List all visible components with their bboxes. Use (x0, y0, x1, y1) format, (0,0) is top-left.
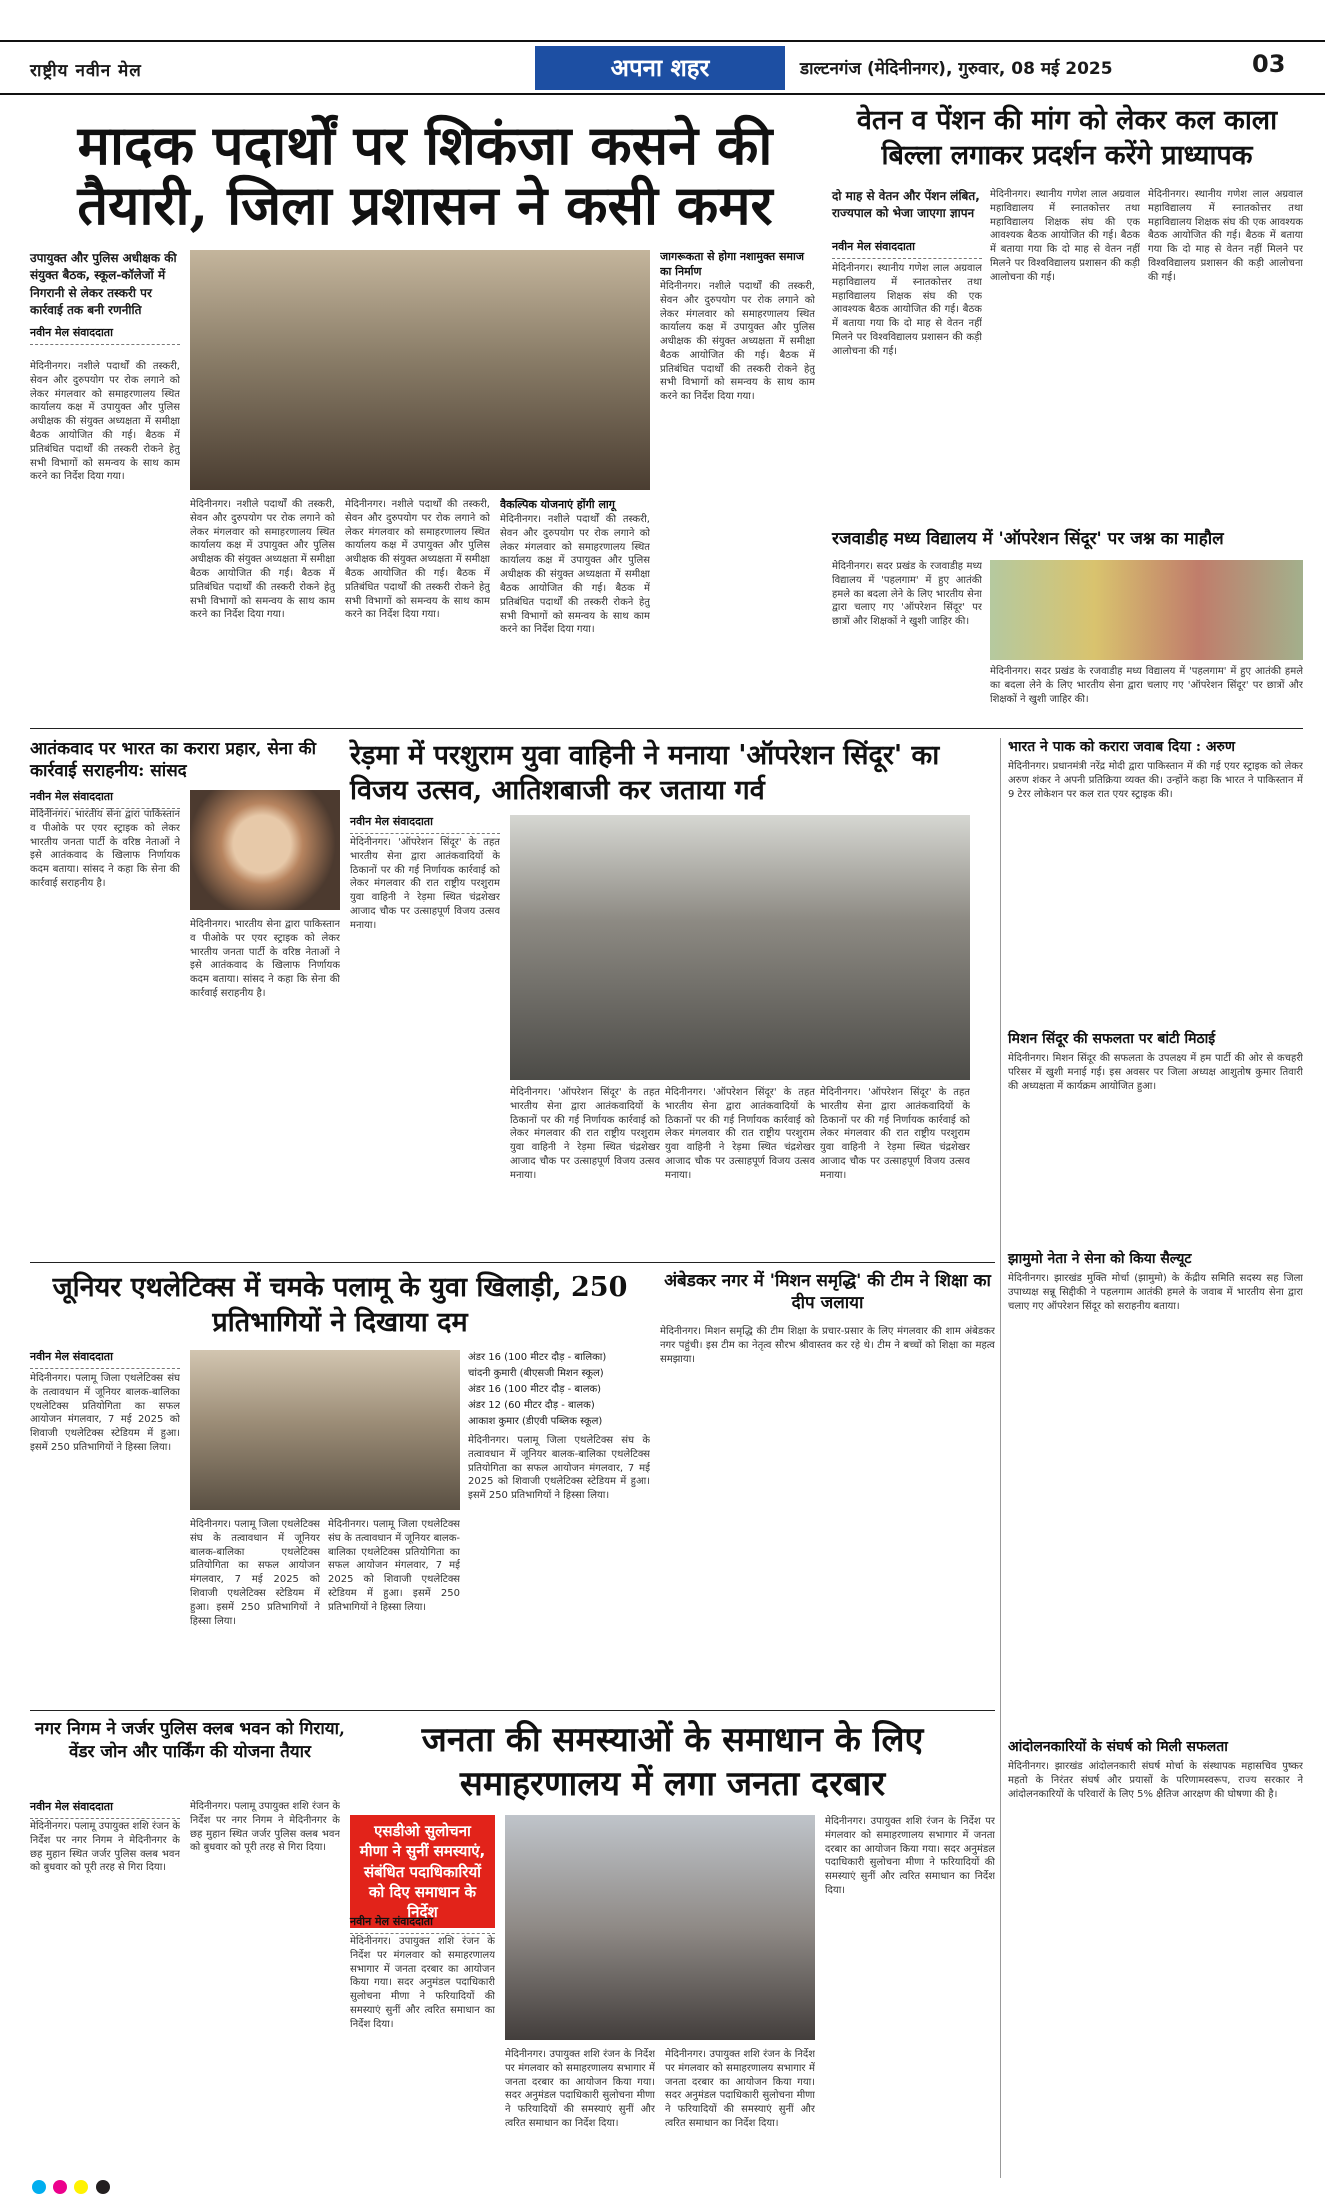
rajwadih-headline: रजवाडीह मध्य विद्यालय में 'ऑपरेशन सिंदूर' पर जश्न का माहौल (832, 529, 1224, 549)
result-item: अंडर 16 (100 मीटर दौड़ - बालक) (468, 1384, 602, 1395)
janata-byline: नवीन मेल संवाददाता (350, 1915, 495, 1934)
pension-deck: दो माह से वेतन और पेंशन लंबित, राज्यपाल को भेजा जाएगा ज्ञापन (832, 189, 980, 221)
result-item: चांदनी कुमारी (बीएसजी मिशन स्कूल) (468, 1368, 604, 1379)
mp-headline: आतंकवाद पर भारत का करारा प्रहार, सेना की कार्रवाई सराहनीय: सांसद (30, 739, 317, 782)
nagar-body-col1: मेदिनीनगर। पलामू उपायुक्त शशि रंजन के निर्देश पर नगर निगम ने मेदिनीनगर के छह मुहान स्थित जर्जर पुलिस क्लब भवन को बुधवार को पूरी तरह से गिरा दिया। (30, 1821, 180, 1874)
mp-photo-portrait (190, 790, 340, 910)
athletics-results (468, 1350, 650, 1702)
andolan-headline: आंदोलनकारियों के संघर्ष को मिली सफलता (1008, 1739, 1228, 1755)
lead-body-col4: मेदिनीनगर। नशीले पदार्थों की तस्करी, सेवन और दुरुपयोग पर रोक लगाने को लेकर मंगलवार को समाहरणालय स्थित कार्यालय कक्ष में उपायुक्त और पुलिस अधीक्षक की संयुक्त अध्यक्षता में समीक्षा बैठक आयोजित की गई। बैठक में प्रतिबंधित पदार्थों की तस्करी रोकने हेतु सभी विभागों को समन्वय के साथ काम करने का निर्देश दिया गया। (500, 513, 650, 636)
lead-deck-text: उपायुक्त और पुलिस अधीक्षक की संयुक्त बैठक, स्कूल-कॉलेजों में निगरानी से लेकर तस्करी पर कार्रवाई तक बनी रणनीति (30, 251, 177, 318)
pension-body-col3: मेदिनीनगर। स्थानीय गणेश लाल अग्रवाल महाविद्यालय में स्नातकोत्तर तथा महाविद्यालय शिक्षक संघ की एक आवश्यक बैठक आयोजित की गई। बैठक में बताया गया कि दो माह से वेतन नहीं मिलने पर विश्वविद्यालय प्रशासन की कड़ी आलोचना की गई। (1148, 189, 1303, 283)
lead-subhead-1: जागरूकता से होगा नशामुक्त समाज का निर्माण (660, 250, 805, 278)
pension-body-col1: मेदिनीनगर। स्थानीय गणेश लाल अग्रवाल महाविद्यालय में स्नातकोत्तर तथा महाविद्यालय शिक्षक संघ की एक आवश्यक बैठक आयोजित की गई। बैठक में बताया गया कि दो माह से वेतन नहीं मिलने पर विश्वविद्यालय प्रशासन की कड़ी आलोचना की गई। (832, 263, 982, 357)
mp-body-col2: मेदिनीनगर। भारतीय सेना द्वारा पाकिस्तान व पीओके पर एयर स्ट्राइक को लेकर भारतीय जनता पार्टी के वरिष्ठ नेताओं ने इसे आतंकवाद के खिलाफ निर्णायक कदम बताया। सांसद ने कहा कि सेना की कार्रवाई सराहनीय है। (190, 919, 340, 999)
ambedkar-headline: अंबेडकर नगर में 'मिशन समृद्धि' की टीम ने शिक्षा का दीप जलाया (664, 1271, 991, 1314)
nagar-headline: नगर निगम ने जर्जर पुलिस क्लब भवन को गिराया, वेंडर जोन और पार्किंग की योजना तैयार (35, 1719, 345, 1762)
mp-body-col1: मेदिनीनगर। भारतीय सेना द्वारा पाकिस्तान व पीओके पर एयर स्ट्राइक को लेकर भारतीय जनता पार्टी के वरिष्ठ नेताओं ने इसे आतंकवाद के खिलाफ निर्णायक कदम बताया। सांसद ने कहा कि सेना की कार्रवाई सराहनीय है। (30, 809, 180, 889)
athletics-headline: जूनियर एथलेटिक्स में चमके पलामू के युवा खिलाड़ी, 250 प्रतिभागियों ने दिखाया दम (52, 1272, 628, 1339)
right-column-rule (1000, 738, 1001, 2178)
dateline: डाल्टनगंज (मेदिनीनगर), गुरुवार, 08 मई 2025 (800, 59, 1113, 79)
rajwadih-photo-students (990, 560, 1303, 660)
divider-top (30, 728, 1303, 729)
jmm-body: मेदिनीनगर। झारखंड मुक्ति मोर्चा (झामुमो) के केंद्रीय समिति सदस्य सह जिला उपाध्यक्ष सन्नू सिद्दीकी ने पहलगाम आतंकी हमले के जवाब में भारतीय सेना द्वारा चलाए गए ऑपरेशन सिंदूर को सराहनीय बताया। (1008, 1273, 1303, 1312)
athletics-results-body: मेदिनीनगर। पलामू जिला एथलेटिक्स संघ के तत्वावधान में जूनियर बालक-बालिका एथलेटिक्स प्रतियोगिता का सफल आयोजन मंगलवार, 7 मई 2025 को शिवाजी एथलेटिक्स स्टेडियम में हुआ। इसमें 250 प्रतिभागियों ने हिस्सा लिया। (468, 1435, 650, 1502)
janata-body-col1: मेदिनीनगर। उपायुक्त शशि रंजन के निर्देश पर मंगलवार को समाहरणालय सभागार में जनता दरबार का आयोजन किया गया। सदर अनुमंडल पदाधिकारी सुलोचना मीणा ने फरियादियों की समस्याएं सुनीं और त्वरित समाधान का निर्देश दिया। (350, 1936, 495, 2030)
redma-byline: नवीन मेल संवाददाता (350, 815, 500, 834)
redma-body-col4: मेदिनीनगर। 'ऑपरेशन सिंदूर' के तहत भारतीय सेना द्वारा आतंकवादियों के ठिकानों पर की गई निर्णायक कार्रवाई को लेकर मंगलवार की रात राष्ट्रीय परशुराम युवा वाहिनी ने रेड़मा स्थित चंद्रशेखर आजाद चौक पर उत्साहपूर्ण विजय उत्सव मनाया। (820, 1087, 970, 1181)
janata-headline: जनता की समस्याओं के समाधान के लिए समाहरणालय में लगा जनता दरबार (421, 1720, 924, 1805)
lead-subhead-3: वैकल्पिक योजनाएं होंगी लागू (500, 498, 615, 511)
nagar-body-col2: मेदिनीनगर। पलामू उपायुक्त शशि रंजन के निर्देश पर नगर निगम ने मेदिनीनगर के छह मुहान स्थित जर्जर पुलिस क्लब भवन को बुधवार को पूरी तरह से गिरा दिया। (190, 1801, 340, 1854)
pak-headline: भारत ने पाक को करारा जवाब दिया : अरुण (1008, 739, 1236, 755)
andolan-body: मेदिनीनगर। झारखंड आंदोलनकारी संघर्ष मोर्चा के संस्थापक महासचिव पुष्कर महतो के निरंतर संघर्ष और प्रयासों के परिणामस्वरूप, राज्य सरकार ने आंदोलनकारियों के परिवारों के लिए 5% क्षैतिज आरक्षण की घोषणा की है। (1008, 1761, 1303, 1800)
mission-headline: मिशन सिंदूर की सफलता पर बांटी मिठाई (1008, 1031, 1216, 1047)
redma-body-col2: मेदिनीनगर। 'ऑपरेशन सिंदूर' के तहत भारतीय सेना द्वारा आतंकवादियों के ठिकानों पर की गई निर्णायक कार्रवाई को लेकर मंगलवार की रात राष्ट्रीय परशुराम युवा वाहिनी ने रेड़मा स्थित चंद्रशेखर आजाद चौक पर उत्साहपूर्ण विजय उत्सव मनाया। (510, 1087, 660, 1181)
redma-photo-celebration (510, 815, 970, 1080)
divider-lower (30, 1710, 995, 1711)
ambedkar-body: मेदिनीनगर। मिशन समृद्धि की टीम शिक्षा के प्रचार-प्रसार के लिए मंगलवार की शाम अंबेडकर नगर पहुंची। इस टीम का नेतृत्व सौरभ श्रीवास्तव कर रहे थे। टीम ने बच्चों को शिक्षा का महत्व समझाया। (660, 1326, 995, 1365)
magenta-chip (53, 2180, 67, 2194)
athletics-body-col3: मेदिनीनगर। पलामू जिला एथलेटिक्स संघ के तत्वावधान में जूनियर बालक-बालिका एथलेटिक्स प्रतियोगिता का सफल आयोजन मंगलवार, 7 मई 2025 को शिवाजी एथलेटिक्स स्टेडियम में हुआ। इसमें 250 प्रतिभागियों ने हिस्सा लिया। (328, 1519, 460, 1613)
page-number: 03 (1252, 50, 1286, 78)
lead-body-col3: मेदिनीनगर। नशीले पदार्थों की तस्करी, सेवन और दुरुपयोग पर रोक लगाने को लेकर मंगलवार को समाहरणालय स्थित कार्यालय कक्ष में उपायुक्त और पुलिस अधीक्षक की संयुक्त अध्यक्षता में समीक्षा बैठक आयोजित की गई। बैठक में प्रतिबंधित पदार्थों की तस्करी रोकने हेतु सभी विभागों को समन्वय के साथ काम करने का निर्देश दिया गया। (345, 499, 490, 621)
lead-col5 (660, 250, 815, 715)
redma-headline: रेड़मा में परशुराम युवा वाहिनी ने मनाया 'ऑपरेशन सिंदूर' का विजय उत्सव, आतिशबाजी कर जताया गर्व (350, 740, 940, 807)
janata-body-col3: मेदिनीनगर। उपायुक्त शशि रंजन के निर्देश पर मंगलवार को समाहरणालय सभागार में जनता दरबार का आयोजन किया गया। सदर अनुमंडल पदाधिकारी सुलोचना मीणा ने फरियादियों की समस्याएं सुनीं और त्वरित समाधान का निर्देश दिया। (665, 2049, 815, 2129)
janata-redbox: एसडीओ सुलोचना मीणा ने सुनीं समस्याएं, संबंधित पदाधिकारियों को दिए समाधान के निर्देश (350, 1815, 495, 1928)
newspaper-logo: राष्ट्रीय नवीन मेल (30, 61, 142, 81)
redma-body-col1: मेदिनीनगर। 'ऑपरेशन सिंदूर' के तहत भारतीय सेना द्वारा आतंकवादियों के ठिकानों पर की गई निर्णायक कार्रवाई को लेकर मंगलवार की रात राष्ट्रीय परशुराम युवा वाहिनी ने रेड़मा स्थित चंद्रशेखर आजाद चौक पर उत्साहपूर्ण विजय उत्सव मनाया। (350, 837, 500, 931)
result-item: अंडर 16 (100 मीटर दौड़ - बालिका) (468, 1352, 607, 1363)
result-item: अंडर 12 (60 मीटर दौड़ - बालक) (468, 1400, 595, 1411)
athletics-body-col2: मेदिनीनगर। पलामू जिला एथलेटिक्स संघ के तत्वावधान में जूनियर बालक-बालिका एथलेटिक्स प्रतियोगिता का सफल आयोजन मंगलवार, 7 मई 2025 को शिवाजी एथलेटिक्स स्टेडियम में हुआ। इसमें 250 प्रतिभागियों ने हिस्सा लिया। (190, 1519, 320, 1627)
janata-body-col2: मेदिनीनगर। उपायुक्त शशि रंजन के निर्देश पर मंगलवार को समाहरणालय सभागार में जनता दरबार का आयोजन किया गया। सदर अनुमंडल पदाधिकारी सुलोचना मीणा ने फरियादियों की समस्याएं सुनीं और त्वरित समाधान का निर्देश दिया। (505, 2049, 655, 2129)
lead-col4 (500, 498, 650, 715)
janata-photo-hall (505, 1815, 815, 2040)
athletics-photo-winners (190, 1350, 460, 1510)
janata-body-col4: मेदिनीनगर। उपायुक्त शशि रंजन के निर्देश पर मंगलवार को समाहरणालय सभागार में जनता दरबार का आयोजन किया गया। सदर अनुमंडल पदाधिकारी सुलोचना मीणा ने फरियादियों की समस्याएं सुनीं और त्वरित समाधान का निर्देश दिया। (825, 1816, 995, 1896)
black-chip (96, 2180, 110, 2194)
footer-registration-chips (30, 2180, 1295, 2198)
lead-body-col2: मेदिनीनगर। नशीले पदार्थों की तस्करी, सेवन और दुरुपयोग पर रोक लगाने को लेकर मंगलवार को समाहरणालय स्थित कार्यालय कक्ष में उपायुक्त और पुलिस अधीक्षक की संयुक्त अध्यक्षता में समीक्षा बैठक आयोजित की गई। बैठक में प्रतिबंधित पदार्थों की तस्करी रोकने हेतु सभी विभागों को समन्वय के साथ काम करने का निर्देश दिया गया। (190, 499, 335, 621)
lead-byline: नवीन मेल संवाददाता (30, 326, 180, 345)
mp-byline: नवीन मेल संवाददाता (30, 790, 180, 809)
pension-byline: नवीन मेल संवाददाता (832, 240, 982, 259)
jmm-headline: झामुमो नेता ने सेना को किया सैल्यूट (1008, 1251, 1192, 1267)
cyan-chip (32, 2180, 46, 2194)
lead-body-col1: मेदिनीनगर। नशीले पदार्थों की तस्करी, सेवन और दुरुपयोग पर रोक लगाने को लेकर मंगलवार को समाहरणालय स्थित कार्यालय कक्ष में उपायुक्त और पुलिस अधीक्षक की संयुक्त अध्यक्षता में समीक्षा बैठक आयोजित की गई। बैठक में प्रतिबंधित पदार्थों की तस्करी रोकने हेतु सभी विभागों को समन्वय के साथ काम करने का निर्देश दिया गया। (30, 361, 180, 483)
lead-headline: मादक पदार्थों पर शिकंजा कसने की तैयारी, जिला प्रशासन ने कसी कमर (77, 113, 773, 238)
redma-body-col3: मेदिनीनगर। 'ऑपरेशन सिंदूर' के तहत भारतीय सेना द्वारा आतंकवादियों के ठिकानों पर की गई निर्णायक कार्रवाई को लेकर मंगलवार की रात राष्ट्रीय परशुराम युवा वाहिनी ने रेड़मा स्थित चंद्रशेखर आजाद चौक पर उत्साहपूर्ण विजय उत्सव मनाया। (665, 1087, 815, 1181)
nagar-byline: नवीन मेल संवाददाता (30, 1800, 180, 1819)
section-label: अपना शहर (535, 46, 785, 90)
rajwadih-body-col1: मेदिनीनगर। सदर प्रखंड के रजवाडीह मध्य विद्यालय में 'पहलगाम' में हुए आतंकी हमले का बदला लेने के लिए भारतीय सेना द्वारा चलाए गए 'ऑपरेशन सिंदूर' पर छात्रों और शिक्षकों ने खुशी जाहिर की। (832, 561, 982, 628)
divider-mid (30, 1262, 995, 1263)
rajwadih-body-col2: मेदिनीनगर। सदर प्रखंड के रजवाडीह मध्य विद्यालय में 'पहलगाम' में हुए आतंकी हमले का बदला लेने के लिए भारतीय सेना द्वारा चलाए गए 'ऑपरेशन सिंदूर' पर छात्रों और शिक्षकों ने खुशी जाहिर की। (990, 666, 1303, 705)
mission-body: मेदिनीनगर। मिशन सिंदूर की सफलता के उपलक्ष्य में हम पार्टी की ओर से कचहरी परिसर में खुशी मनाई गई। इस अवसर पर जिला अध्यक्ष आशुतोष कुमार तिवारी की अध्यक्षता में कार्यक्रम आयोजित हुआ। (1008, 1053, 1303, 1092)
lead-body-col5: मेदिनीनगर। नशीले पदार्थों की तस्करी, सेवन और दुरुपयोग पर रोक लगाने को लेकर मंगलवार को समाहरणालय स्थित कार्यालय कक्ष में उपायुक्त और पुलिस अधीक्षक की संयुक्त अध्यक्षता में समीक्षा बैठक आयोजित की गई। बैठक में प्रतिबंधित पदार्थों की तस्करी रोकने हेतु सभी विभागों को समन्वय के साथ काम करने का निर्देश दिया गया। (660, 280, 815, 403)
result-item: आकाश कुमार (डीएवी पब्लिक स्कूल) (468, 1416, 603, 1427)
athletics-body-col1: मेदिनीनगर। पलामू जिला एथलेटिक्स संघ के तत्वावधान में जूनियर बालक-बालिका एथलेटिक्स प्रतियोगिता का सफल आयोजन मंगलवार, 7 मई 2025 को शिवाजी एथलेटिक्स स्टेडियम में हुआ। इसमें 250 प्रतिभागियों ने हिस्सा लिया। (30, 1373, 180, 1453)
masthead-bottom-rule (0, 93, 1325, 95)
lead-deck (30, 250, 180, 345)
pension-body-col2: मेदिनीनगर। स्थानीय गणेश लाल अग्रवाल महाविद्यालय में स्नातकोत्तर तथा महाविद्यालय शिक्षक संघ की एक आवश्यक बैठक आयोजित की गई। बैठक में बताया गया कि दो माह से वेतन नहीं मिलने पर विश्वविद्यालय प्रशासन की कड़ी आलोचना की गई। (990, 189, 1140, 283)
yellow-chip (74, 2180, 88, 2194)
pak-body: मेदिनीनगर। प्रधानमंत्री नरेंद्र मोदी द्वारा पाकिस्तान में की गई एयर स्ट्राइक को लेकर अरुण शंकर ने अपनी प्रतिक्रिया व्यक्त की। उन्होंने कहा कि भारत ने पाकिस्तान में 9 टेरर लोकेशन पर कल रात एयर स्ट्राइक की। (1008, 761, 1303, 800)
masthead-rule (0, 40, 1325, 42)
athletics-byline: नवीन मेल संवाददाता (30, 1350, 180, 1369)
lead-photo-meeting (190, 250, 650, 490)
pension-headline: वेतन व पेंशन की मांग को लेकर कल काला बिल्ला लगाकर प्रदर्शन करेंगे प्राध्यापक (856, 105, 1278, 172)
